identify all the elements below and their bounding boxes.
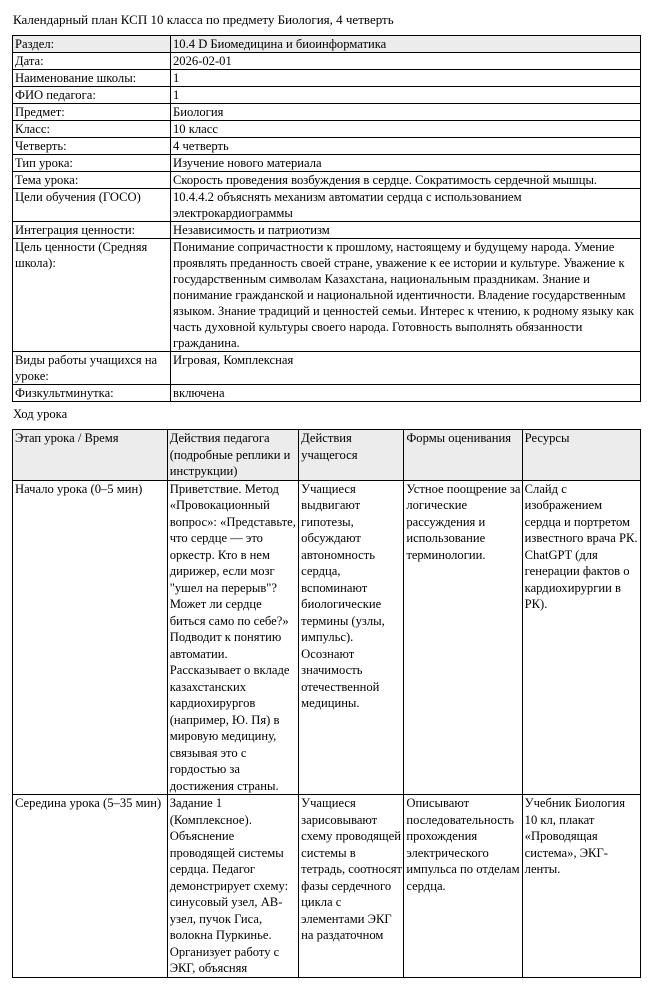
teacher-actions-cell: Задание 1 (Комплексное). Объяснение проводящей системы сердца. Педагог демонстрирует схему: синусовый узел, АВ-узел, пучок Гиса, волокна Пуркинье. Организует работу с ЭКГ, объясняя (167, 795, 298, 978)
column-header: Действия педагога (подробные реплики и инструкции) (167, 430, 298, 481)
info-value: включена (171, 385, 641, 402)
info-label: Четверть: (13, 138, 171, 155)
info-label: Предмет: (13, 104, 171, 121)
info-value: Биология (171, 104, 641, 121)
info-label: Виды работы учащихся на уроке: (13, 352, 171, 385)
info-row-date (13, 53, 641, 70)
plan-row-middle (13, 795, 641, 978)
info-row-teacher (13, 87, 641, 104)
info-row-section (13, 36, 641, 53)
info-label: Цели обучения (ГОСО) (13, 189, 171, 222)
info-label: ФИО педагога: (13, 87, 171, 104)
info-value: 10.4 D Биомедицина и биоинформатика (171, 36, 641, 53)
document-title: Календарный план КСП 10 класса по предмету Биология, 4 четверть (13, 12, 394, 27)
teacher-actions-cell: Приветствие. Метод «Провокационный вопрос»: «Представьте, что сердце — это оркестр. Кто в нем дирижер, если мозг "ушел на перерыв"? Может ли сердце биться само по себе?» Подводит к понятию автоматии. Рассказывает о вкладе казахстанских кардиохирургов (например, Ю. Пя) в мировую медицину, связывая это с гордостью за достижения страны. (167, 480, 298, 795)
info-row-work-types (13, 352, 641, 385)
info-row-learning-goals (13, 189, 641, 222)
section-label-lesson-flow: Ход урока (13, 407, 68, 421)
student-actions-cell: Учащиеся зарисовывают схему проводящей системы в тетрадь, соотносят фазы сердечного цикла с элементами ЭКГ на раздаточном (299, 795, 404, 978)
info-value: Независимость и патриотизм (171, 222, 641, 239)
info-label: Раздел: (13, 36, 171, 53)
info-value: 1 (171, 70, 641, 87)
info-label: Класс: (13, 121, 171, 138)
column-header: Этап урока / Время (13, 430, 168, 481)
info-value: 2026-02-01 (171, 53, 641, 70)
assessment-cell: Описывают последовательность прохождения электрического импульса по отделам сердца. (404, 795, 522, 978)
info-label: Наименование школы: (13, 70, 171, 87)
info-label: Физкультминутка: (13, 385, 171, 402)
student-actions-cell: Учащиеся выдвигают гипотезы, обсуждают автономность сердца, вспоминают биологические термины (узлы, импульс). Осознают значимость отечественной медицины. (299, 480, 404, 795)
info-value: Изучение нового материала (171, 155, 641, 172)
info-row-grade (13, 121, 641, 138)
plan-row-start (13, 480, 641, 795)
info-label: Интеграция ценности: (13, 222, 171, 239)
resources-cell: Учебник Биология 10 кл, плакат «Проводящая система», ЭКГ-ленты. (522, 795, 640, 978)
info-label: Тип урока: (13, 155, 171, 172)
info-row-quarter (13, 138, 641, 155)
info-row-value-goal (13, 239, 641, 352)
info-value: 10.4.4.2 объяснять механизм автоматии сердца с использованием электрокардиограммы (171, 189, 641, 222)
plan-header-row (13, 430, 641, 481)
column-header: Ресурсы (522, 430, 640, 481)
info-row-lesson-type (13, 155, 641, 172)
lesson-info-table (12, 35, 641, 402)
info-row-topic (13, 172, 641, 189)
stage-cell: Середина урока (5–35 мин) (13, 795, 168, 978)
column-header: Действия учащегося (299, 430, 404, 481)
resources-cell: Слайд с изображением сердца и портретом известного врача РК. ChatGPT (для генерации фактов о кардиохирургии в РК). (522, 480, 640, 795)
info-value: Скорость проведения возбуждения в сердце. Сократимость сердечной мышцы. (171, 172, 641, 189)
info-value: 10 класс (171, 121, 641, 138)
lesson-plan-table (12, 429, 641, 978)
info-value: 4 четверть (171, 138, 641, 155)
info-value: 1 (171, 87, 641, 104)
info-label: Тема урока: (13, 172, 171, 189)
info-row-subject (13, 104, 641, 121)
assessment-cell: Устное поощрение за логические рассуждения и использование терминологии. (404, 480, 522, 795)
info-label: Цель ценности (Средняя школа): (13, 239, 171, 352)
column-header: Формы оценивания (404, 430, 522, 481)
info-value: Понимание сопричастности к прошлому, настоящему и будущему народа. Умение проявлять преданность своей стране, уважение к ее истории и культуре. Уважение к государственным символам Казахстана, национальным праздникам. Знание и понимание гражданской и национальной идентичности. Владение государственным языком. Знание традиций и ценностей семьи. Интерес к чтению, к родному языку как часть духовной культуры своего народа. Готовность выполнять обязанности гражданина. (171, 239, 641, 352)
stage-cell: Начало урока (0–5 мин) (13, 480, 168, 795)
info-label: Дата: (13, 53, 171, 70)
info-row-school (13, 70, 641, 87)
info-value: Игровая, Комплексная (171, 352, 641, 385)
info-row-physical-break (13, 385, 641, 402)
info-row-value-integration (13, 222, 641, 239)
